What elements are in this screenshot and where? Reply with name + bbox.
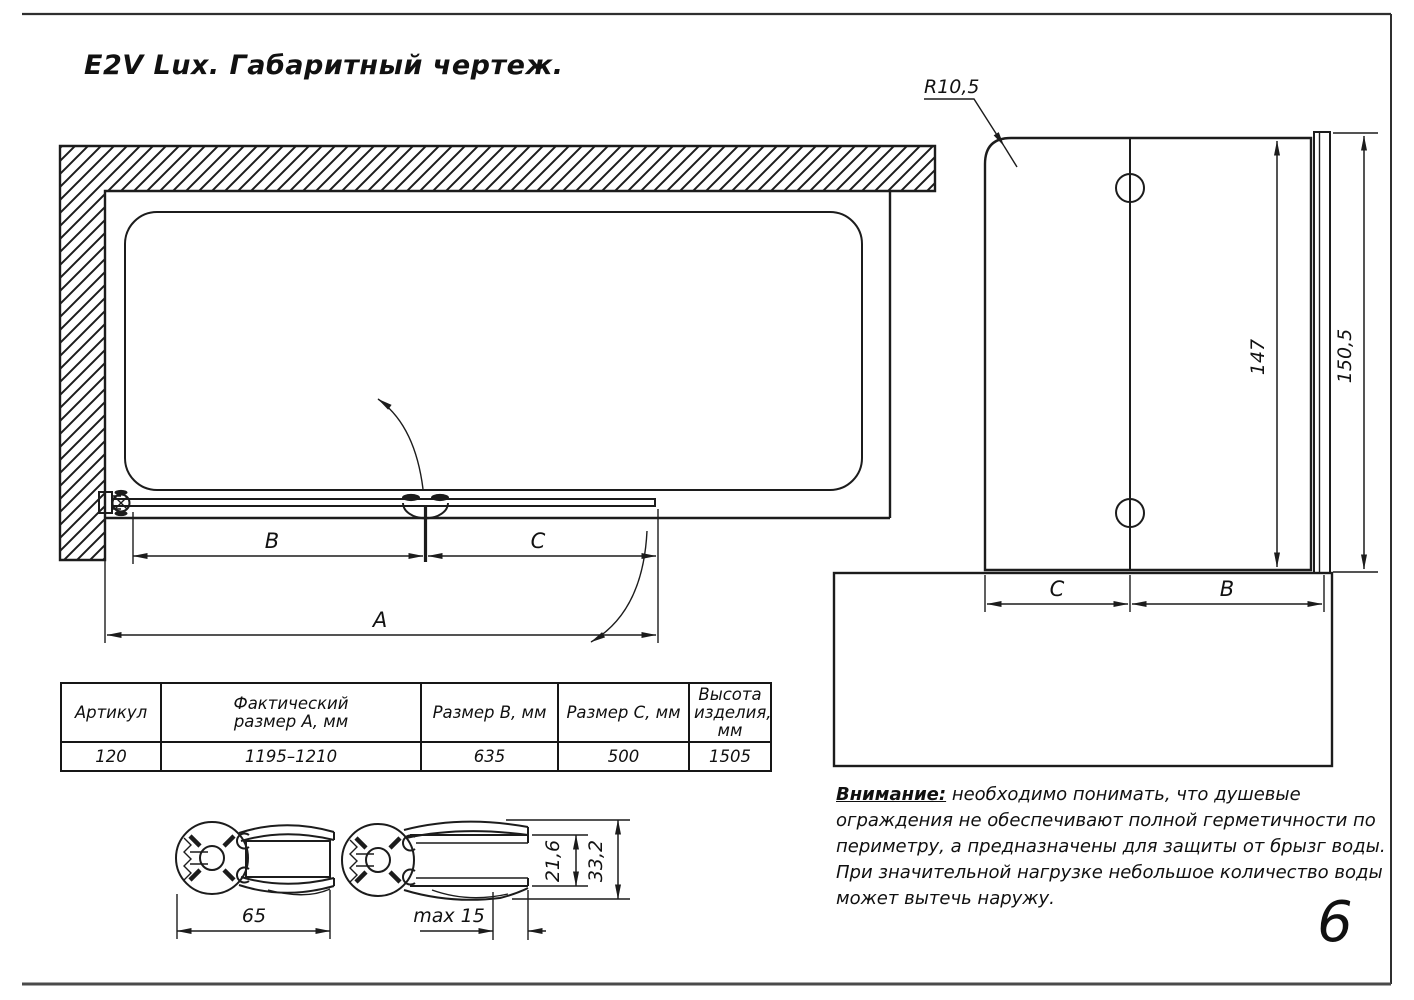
swing-arc-inner bbox=[378, 399, 423, 489]
radius-label: R10,5 bbox=[924, 76, 980, 98]
warning-text: необходимо понимать, что душевые ограждения не обеспечивают полной герметичности по периметру, а предназначены для защиты от брызг воды. При значительной нагрузке небольшое количество воды может вытечь наружу. bbox=[836, 784, 1386, 909]
table-cell-height: 1505 bbox=[688, 741, 770, 770]
table-header-size-a: Фактический размер А, мм bbox=[160, 684, 420, 741]
screen-glass-plan bbox=[112, 499, 655, 506]
profile-sections bbox=[176, 820, 630, 940]
tub-side-outline bbox=[834, 573, 1332, 766]
warning-lead: Внимание: bbox=[836, 784, 947, 805]
profile-right bbox=[342, 822, 528, 900]
table-header-height: Высота изделия, мм bbox=[688, 684, 770, 741]
dim-label-c: C bbox=[530, 529, 546, 553]
table-header-size-c: Размер С, мм bbox=[557, 684, 688, 741]
dim-label-a: A bbox=[372, 608, 388, 632]
table-cell-size-a: 1195–1210 bbox=[160, 741, 420, 770]
wall-hatch bbox=[60, 146, 935, 560]
sheet-number: 6 bbox=[1317, 890, 1353, 955]
top-view bbox=[60, 146, 935, 643]
profile-left bbox=[176, 822, 334, 895]
tub-outline bbox=[105, 191, 890, 518]
dim-label-b-side: B bbox=[1219, 577, 1235, 601]
table-header-size-b: Размер В, мм bbox=[420, 684, 557, 741]
page-title: E2V Lux. Габаритный чертеж. bbox=[84, 50, 564, 81]
dim-label-150-5: 150,5 bbox=[1334, 328, 1356, 384]
swing-arc-door bbox=[591, 531, 647, 642]
dim-label-21-6: 21,6 bbox=[542, 839, 564, 883]
dim-label-147: 147 bbox=[1247, 338, 1269, 376]
tub-rim bbox=[125, 212, 862, 490]
dim-label-65: 65 bbox=[241, 905, 267, 927]
table-cell-article: 120 bbox=[62, 741, 160, 770]
radius-leader bbox=[924, 99, 1004, 146]
dim-label-33-2: 33,2 bbox=[585, 839, 607, 883]
dim-label-c-side: C bbox=[1049, 577, 1065, 601]
dim-label-max15: max 15 bbox=[413, 905, 485, 927]
dim-label-b: B bbox=[264, 529, 280, 553]
wall-profile-strip bbox=[1314, 132, 1330, 573]
table-cell-size-b: 635 bbox=[420, 741, 557, 770]
table-cell-size-c: 500 bbox=[557, 741, 688, 770]
table-header-article: Артикул bbox=[74, 702, 148, 722]
spec-table bbox=[60, 682, 772, 772]
